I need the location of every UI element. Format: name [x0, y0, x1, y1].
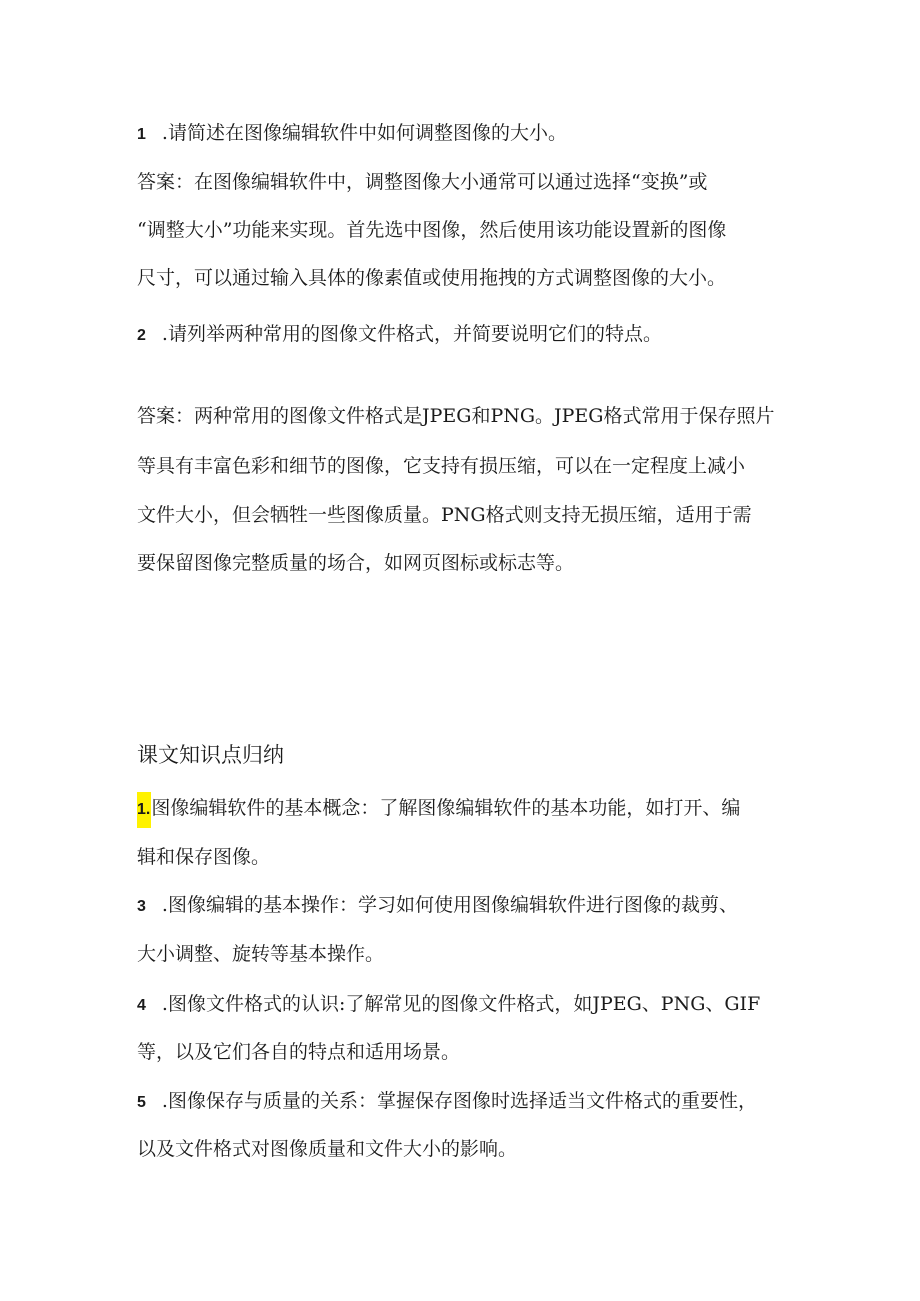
question-1-text: .请简述在图像编辑软件中如何调整图像的大小。 [161, 122, 567, 144]
question-2-text: .请列举两种常用的图像文件格式，并简要说明它们的特点。 [161, 323, 662, 345]
summary-item-3 [137, 893, 738, 919]
summary-item-1-continuation: 辑和保存图像。 [137, 846, 271, 868]
summary-item-3-text: .图像编辑的基本操作：学习如何使用图像编辑软件进行图像的裁剪、 [161, 894, 738, 916]
answer-2-line: 要保留图像完整质量的场合，如网页图标或标志等。 [137, 552, 575, 574]
summary-item-1 [137, 796, 740, 828]
summary-item-1-number: 1. [137, 792, 151, 828]
question-1 [137, 121, 567, 147]
summary-item-5-text: .图像保存与质量的关系：掌握保存图像时选择适当文件格式的重要性， [161, 1090, 757, 1112]
summary-item-4 [137, 992, 760, 1018]
summary-item-5-number: 5 [137, 1094, 146, 1111]
answer-1-line: 答案：在图像编辑软件中，调整图像大小通常可以通过选择“变换”或 [137, 171, 708, 193]
answer-2-line: 文件大小，但会牺牲一些图像质量。PNG格式则支持无损压缩，适用于需 [137, 504, 752, 526]
summary-item-5-continuation: 以及文件格式对图像质量和文件大小的影响。 [137, 1138, 518, 1160]
summary-title: 课文知识点归纳 [137, 744, 284, 767]
summary-item-4-continuation: 等，以及它们各自的特点和适用场景。 [137, 1041, 461, 1063]
answer-2-line: 等具有丰富色彩和细节的图像，它支持有损压缩，可以在一定程度上减小 [137, 455, 746, 477]
summary-item-1-text: 图像编辑软件的基本概念：了解图像编辑软件的基本功能，如打开、编 [151, 797, 741, 819]
question-2-number: 2 [137, 327, 146, 344]
summary-item-5 [137, 1089, 757, 1115]
summary-item-4-number: 4 [137, 997, 146, 1014]
answer-1-line: 尺寸，可以通过输入具体的像素值或使用拖拽的方式调整图像的大小。 [137, 267, 727, 289]
question-2 [137, 322, 662, 348]
answer-2-line: 答案：两种常用的图像文件格式是JPEG和PNG。JPEG格式常用于保存照片 [137, 405, 775, 427]
answer-1-line: “调整大小”功能来实现。首先选中图像，然后使用该功能设置新的图像 [137, 219, 727, 241]
summary-item-3-continuation: 大小调整、旋转等基本操作。 [137, 943, 385, 965]
summary-item-4-text: .图像文件格式的认识:了解常见的图像文件格式，如JPEG、PNG、GIF [161, 993, 761, 1015]
summary-item-3-number: 3 [137, 898, 146, 915]
question-1-number: 1 [137, 126, 146, 143]
